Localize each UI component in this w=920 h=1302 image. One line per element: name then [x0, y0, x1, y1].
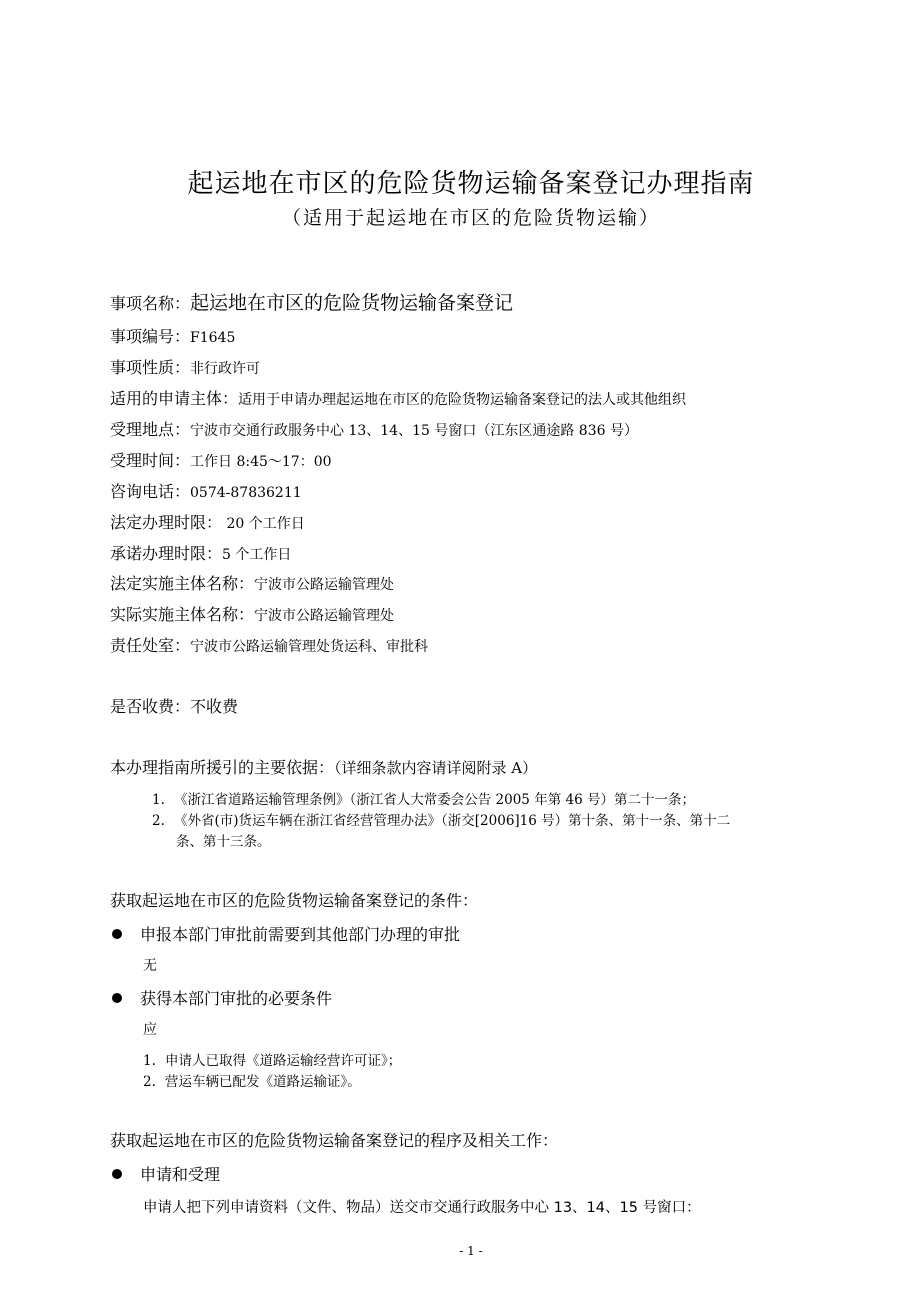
bullet-dot-icon — [112, 929, 122, 939]
field-value: 起运地在市区的危险货物运输备案登记 — [190, 292, 514, 314]
field-label: 实际实施主体名称： — [110, 605, 255, 624]
field-value: 宁波市公路运输管理处 — [254, 608, 395, 624]
field-value: 适用于申请办理起运地在市区的危险货物运输备案登记的法人或其他组织 — [238, 392, 687, 408]
condition-item — [143, 1070, 361, 1090]
field-label: 承诺办理时限： — [110, 544, 223, 563]
field-item-actual-body — [110, 602, 394, 625]
field-value: 宁波市公路运输管理处 — [254, 577, 395, 593]
basis-item-text: 《浙江省道路运输管理条例》（浙江省人大常委会公告 2005 年第 46 号）第二十一条； — [174, 792, 695, 808]
field-item-department — [110, 633, 428, 656]
conditions-bullet-prior — [110, 922, 460, 945]
conditions-required-text: 应 — [143, 1022, 157, 1038]
field-value: 0574-87836211 — [190, 485, 302, 501]
basis-item — [152, 788, 695, 808]
condition-item-text: 营运车辆已配发《道路运输证》。 — [165, 1074, 361, 1090]
bullet-text: 申报本部门审批前需要到其他部门办理的审批 — [140, 925, 461, 944]
field-label: 受理地点： — [110, 420, 191, 439]
page-subtitle: （适用于起运地在市区的危险货物运输） — [281, 207, 660, 229]
field-value: 工作日 8:45～17：00 — [190, 454, 332, 470]
basis-heading — [110, 755, 537, 778]
page-number: - 1 - — [459, 1244, 483, 1258]
procedure-heading: 获取起运地在市区的危险货物运输备案登记的程序及相关工作： — [110, 1131, 559, 1150]
field-item-promise-limit — [110, 541, 291, 564]
condition-item-text: 申请人已取得《道路运输经营许可证》； — [165, 1053, 402, 1069]
conditions-prior-text: 无 — [143, 958, 157, 974]
bullet-dot-icon — [112, 993, 122, 1003]
field-item-number — [110, 324, 235, 347]
field-value: F1645 — [190, 330, 236, 346]
basis-item-continuation: 条、第十三条。 — [176, 834, 271, 850]
field-label: 事项性质： — [110, 358, 191, 377]
procedure-apply-text: 申请人把下列申请资料（文件、物品）送交市交通行政服务中心 13、14、15 号窗口： — [143, 1200, 701, 1216]
field-item-applicant — [110, 386, 686, 409]
field-label: 事项名称： — [110, 294, 191, 313]
field-label: 法定实施主体名称： — [110, 574, 255, 593]
field-value: 宁波市交通行政服务中心 13、14、15 号窗口（江东区通途路 836 号） — [190, 423, 638, 439]
field-item-phone — [110, 479, 302, 502]
basis-item-num: 2. — [152, 813, 165, 829]
field-item-legal-body — [110, 571, 394, 594]
field-item-hours — [110, 448, 332, 471]
conditions-heading: 获取起运地在市区的危险货物运输备案登记的条件： — [110, 891, 479, 910]
bullet-text: 申请和受理 — [140, 1165, 221, 1184]
fee-value: 不收费 — [190, 697, 239, 716]
bullet-text: 获得本部门审批的必要条件 — [140, 989, 333, 1008]
condition-item-num: 1. — [143, 1053, 156, 1069]
field-value: 20 个工作日 — [222, 516, 305, 532]
field-label: 适用的申请主体： — [110, 389, 239, 408]
basis-label: 本办理指南所援引的主要依据： — [110, 758, 335, 777]
procedure-bullet-apply — [110, 1162, 220, 1185]
field-label: 责任处室： — [110, 636, 191, 655]
field-item-name — [110, 288, 513, 315]
field-item-legal-limit — [110, 510, 305, 533]
field-item-nature — [110, 355, 260, 378]
page-title: 起运地在市区的危险货物运输备案登记办理指南 — [187, 169, 755, 199]
field-value: 非行政许可 — [190, 361, 261, 377]
condition-item — [143, 1049, 401, 1069]
basis-note: （详细条款内容请详阅附录 A） — [334, 759, 538, 777]
field-value: 5 个工作日 — [222, 547, 292, 563]
field-label: 事项编号： — [110, 327, 191, 346]
field-label: 受理时间： — [110, 451, 191, 470]
fee-label: 是否收费： — [110, 697, 191, 716]
basis-item-num: 1. — [152, 792, 165, 808]
condition-item-num: 2. — [143, 1074, 156, 1090]
field-value: 宁波市公路运输管理处货运科、审批科 — [190, 639, 429, 655]
basis-item-text: 《外省(市)货运车辆在浙江省经营管理办法》（浙交[2006]16 号）第十条、第十一条、第十二 — [174, 813, 731, 829]
field-label: 法定办理时限： — [110, 513, 223, 532]
field-item-location — [110, 417, 638, 440]
field-label: 咨询电话： — [110, 482, 191, 501]
fee-line — [110, 694, 238, 717]
conditions-bullet-required — [110, 986, 332, 1009]
bullet-dot-icon — [112, 1169, 122, 1179]
basis-item — [152, 809, 730, 829]
